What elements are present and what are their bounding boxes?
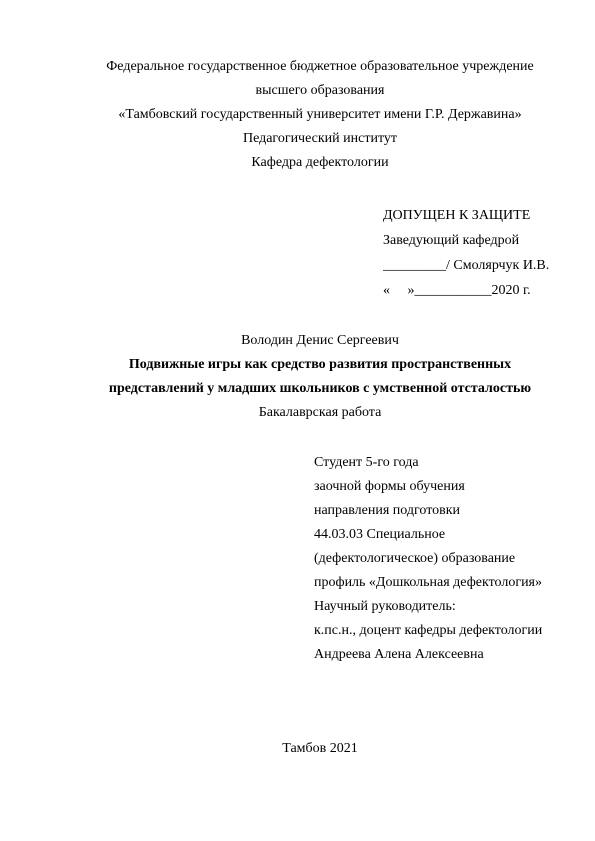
- approval-title: ДОПУЩЕН К ЗАЩИТЕ: [383, 208, 531, 223]
- student-info-line: 44.03.03 Специальное: [314, 527, 446, 542]
- footer-city-year: Тамбов 2021: [282, 741, 358, 756]
- header-institute: Педагогический институт: [242, 131, 398, 146]
- work-title-line-1: Подвижные игры как средство развития пространственных: [128, 357, 512, 372]
- student-info-line: (дефектологическое) образование: [314, 551, 516, 566]
- approval-signature: _________/ Смолярчук И.В.: [383, 258, 550, 273]
- student-info-line: заочной формы обучения: [314, 479, 465, 494]
- header-university-name: «Тамбовский государственный университет имени Г.Р. Державина»: [118, 107, 522, 122]
- student-info-line: Андреева Алена Алексеевна: [314, 647, 484, 662]
- work-title-line-2: представлений у младших школьников с умственной отсталостью: [108, 381, 532, 396]
- work-type: Бакалаврская работа: [258, 405, 382, 420]
- student-info-line: направления подготовки: [314, 503, 461, 518]
- author-name: Володин Денис Сергеевич: [241, 333, 399, 348]
- student-info-line: к.пс.н., доцент кафедры дефектологии: [314, 623, 543, 638]
- header-education-level: высшего образования: [255, 83, 385, 98]
- header-organization-line: Федеральное государственное бюджетное образовательное учреждение: [106, 59, 534, 74]
- student-info-line: Студент 5-го года: [314, 455, 419, 470]
- student-info-line: профиль «Дошкольная дефектология»: [314, 575, 542, 590]
- student-info-line: Научный руководитель:: [314, 599, 456, 614]
- approval-date: « »___________2020 г.: [383, 283, 531, 298]
- header-department: Кафедра дефектологии: [251, 155, 389, 170]
- approval-role: Заведующий кафедрой: [383, 233, 520, 248]
